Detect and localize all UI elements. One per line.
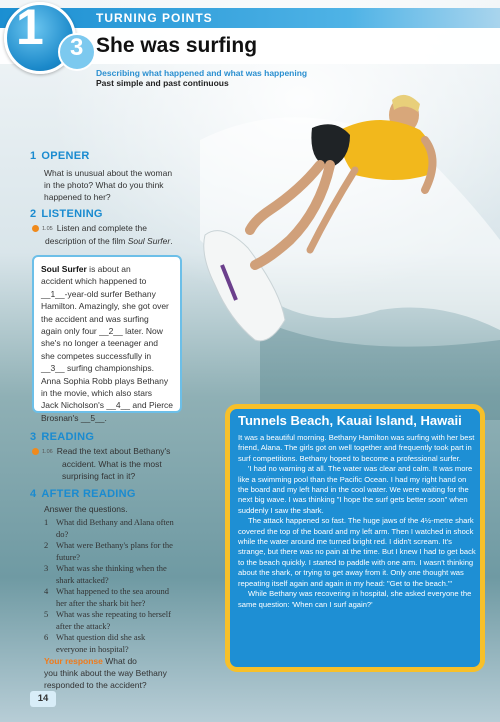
gap-line: in the movie, which also stars — [41, 388, 153, 399]
question-text: What happened to the sea around — [56, 586, 170, 596]
opener-heading — [30, 150, 90, 162]
list-item — [44, 609, 184, 632]
question-number: 4 — [44, 586, 49, 596]
after-reading-number: 4 — [30, 488, 37, 500]
opener-number: 1 — [30, 150, 37, 162]
gap-line: is about an — [86, 264, 131, 274]
question-number: 6 — [44, 632, 49, 642]
question-text: shark attacked? — [56, 574, 109, 585]
section-title: TURNING POINTS — [96, 11, 213, 25]
reading-line: Read the text about Bethany's — [56, 446, 171, 456]
question-text: everyone in hospital? — [56, 643, 129, 654]
article-paragraph: 'I had no warning at all. The water was clear and calm. It was more like a swimming pool than the Pacific Ocean. I had my right hand on the board and my left hand in the cool water. We were waiting for the next big wave. I was thinking "I hope the surf gets better soon" when suddenly I saw the shark. — [238, 464, 473, 515]
opener-line: in the photo? What do you think — [44, 180, 164, 190]
gap-line: __1__-year-old surfer Bethany — [41, 288, 156, 299]
list-item — [44, 563, 184, 586]
question-text: What did Bethany and Alana often — [56, 517, 174, 527]
gap-line: Hamilton. Amazingly, she got over — [41, 301, 169, 312]
gap-line: accident which happened to — [41, 276, 147, 287]
gap-line: she competes successfully in — [41, 350, 152, 361]
listening-title: LISTENING — [41, 208, 103, 220]
film-title: Soul Surfer — [127, 235, 171, 246]
article-paragraph: It was a beautiful morning. Bethany Hamilton was surfing with her best friend, Alana. The girls got on well together and frequently took part in surf competitions. Bethany hoped to become a professional surfer. — [238, 433, 475, 463]
article-box — [225, 404, 485, 672]
after-reading-title: AFTER READING — [41, 488, 136, 500]
reading-line: surprising fact in it? — [62, 470, 136, 481]
gap-line: Jack Nicholson's __4__ and Pierce — [41, 400, 174, 411]
track-number: 1.05 — [42, 225, 53, 232]
question-text: What was she thinking when the — [56, 563, 167, 573]
after-reading-heading — [30, 488, 136, 500]
article-paragraph: While Bethany was recovering in hospital, she asked everyone the same question: 'When can I surf again?' — [238, 589, 472, 609]
listening-line: Listen and complete the — [56, 223, 147, 233]
list-item — [44, 540, 184, 563]
question-text: do? — [56, 528, 69, 539]
header-band — [0, 8, 500, 28]
opener-title: OPENER — [41, 150, 90, 162]
gap-line: the accident and was surfing — [41, 313, 149, 324]
listening-instruction: 1.05 Listen and complete the description of the film Soul Surfer. — [32, 222, 192, 247]
reading-instruction — [32, 445, 192, 482]
listening-heading — [30, 208, 103, 220]
gap-line: she's no longer a teenager and — [41, 338, 158, 349]
list-item — [44, 632, 184, 655]
soul-surfer-text — [41, 263, 175, 424]
question-number: 2 — [44, 540, 49, 550]
question-text: What were Bethany's plans for the — [56, 540, 173, 550]
audio-icon[interactable] — [32, 225, 39, 232]
opener-line: What is unusual about the woman — [44, 168, 173, 178]
question-text: after the attack? — [56, 620, 111, 631]
reading-number: 3 — [30, 431, 37, 443]
response-line: you think about the way Bethany — [44, 668, 167, 678]
reading-line: accident. What is the most — [62, 458, 162, 469]
gap-line: again only four __2__ later. Now — [41, 326, 163, 337]
question-number: 3 — [44, 563, 49, 573]
question-list — [44, 517, 184, 655]
reading-heading — [30, 431, 94, 443]
page-number: 14 — [30, 691, 56, 707]
article-title: Tunnels Beach, Kauai Island, Hawaii — [238, 413, 462, 428]
question-text: future? — [56, 551, 81, 562]
question-number: 5 — [44, 609, 49, 619]
question-number: 1 — [44, 517, 49, 527]
question-text: What question did she ask — [56, 632, 146, 642]
lesson-number: 3 — [70, 34, 84, 61]
reading-title: READING — [41, 431, 95, 443]
question-text: What was she repeating to herself — [56, 609, 171, 619]
after-reading-instruction: Answer the questions. — [44, 504, 128, 514]
film-name: Soul Surfer — [41, 264, 87, 274]
listening-number: 2 — [30, 208, 37, 220]
unit-number: 1 — [16, 0, 44, 55]
your-response — [44, 655, 189, 691]
article-body — [238, 433, 478, 610]
opener-text — [44, 167, 184, 203]
opener-line: happened to her? — [44, 192, 111, 202]
page-title: She was surfing — [96, 34, 258, 57]
track-number: 1.06 — [42, 448, 53, 455]
gap-line: __3__ surfing championships. — [41, 363, 154, 374]
response-line: What do — [102, 656, 137, 666]
response-line: responded to the accident? — [44, 680, 147, 690]
audio-icon[interactable] — [32, 448, 39, 455]
soul-surfer-box — [32, 255, 182, 423]
grammar-focus: Past simple and past continuous — [96, 78, 229, 88]
response-label: Your response — [44, 656, 103, 666]
listening-line: description of the film — [45, 235, 128, 246]
list-item — [44, 586, 184, 609]
lesson-objective: Describing what happened and what was happening — [96, 68, 308, 78]
article-paragraph: The attack happened so fast. The huge jaws of the 4½-metre shark covered the top of the board and my left arm. Then I watched in shock while the water around me turned bright red. I didn't scream. It's strange, but there was no pain at the time. But I knew I had to get back to the beach quickly. I started to paddle with one arm. I wasn't thinking about the shark, or trying to get away from it. Only one thought was repeating itself again and again in my head: "Get to the beach."' — [238, 516, 476, 588]
gap-line: Brosnan's __5__. — [41, 412, 107, 423]
list-item — [44, 517, 184, 540]
gap-line: Anna Sophia Robb plays Bethany — [41, 375, 169, 386]
question-text: her after the shark bit her? — [56, 597, 146, 608]
